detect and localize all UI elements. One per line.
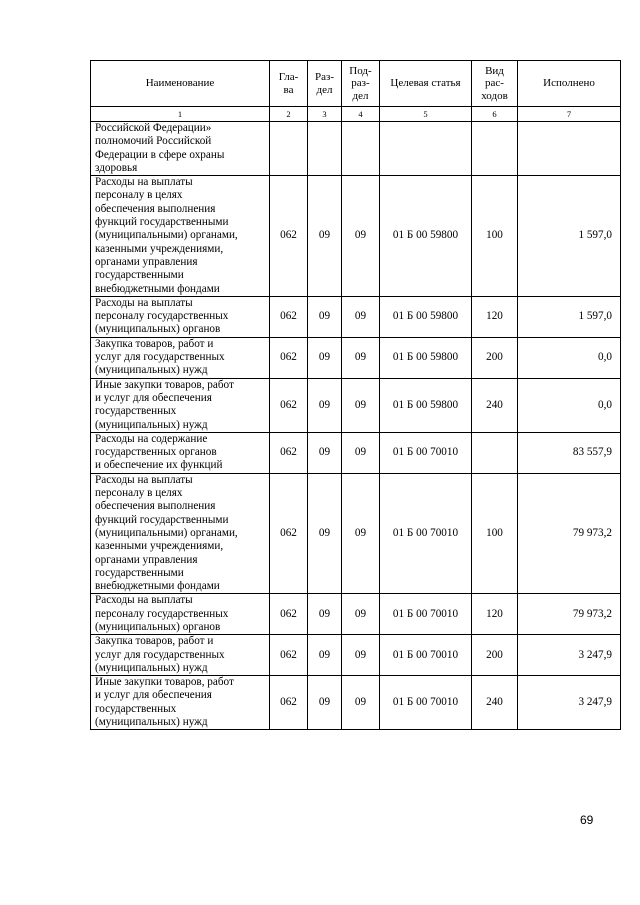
table-row: [91, 176, 621, 297]
row-subsection: 09: [342, 337, 380, 378]
row-chapter: 062: [270, 635, 308, 676]
row-type: 120: [472, 594, 518, 635]
table-row: [91, 378, 621, 432]
row-section: 09: [308, 296, 342, 337]
row-executed: 83 557,9: [518, 432, 621, 473]
row-section: 09: [308, 432, 342, 473]
header-name: Наименование: [91, 61, 270, 107]
row-name: Расходы на выплаты персоналу в целях обеспечения выполнения функций государственными (муниципальными) органами, казенными учреждениями, органами управления государственными внебюджетными фондами: [91, 473, 270, 594]
column-number: 7: [518, 107, 621, 122]
header-executed: Исполнено: [518, 61, 621, 107]
row-target: [380, 122, 472, 176]
row-subsection: [342, 122, 380, 176]
row-type: [472, 432, 518, 473]
row-type: [472, 122, 518, 176]
row-type: 240: [472, 676, 518, 730]
column-number: 4: [342, 107, 380, 122]
row-chapter: [270, 122, 308, 176]
row-chapter: 062: [270, 176, 308, 297]
column-number-row: [91, 107, 621, 122]
row-section: 09: [308, 337, 342, 378]
row-chapter: 062: [270, 676, 308, 730]
row-subsection: 09: [342, 432, 380, 473]
row-name: Расходы на выплаты персоналу в целях обеспечения выполнения функций государственными (муниципальными) органами, казенными учреждениями, органами управления государственными внебюджетными фондами: [91, 176, 270, 297]
row-type: 240: [472, 378, 518, 432]
row-section: 09: [308, 378, 342, 432]
row-section: 09: [308, 473, 342, 594]
row-subsection: 09: [342, 296, 380, 337]
row-type: 200: [472, 337, 518, 378]
row-type: 200: [472, 635, 518, 676]
row-section: 09: [308, 635, 342, 676]
page-number: 69: [580, 813, 594, 827]
row-name: Расходы на выплаты персоналу государственных (муниципальных) органов: [91, 594, 270, 635]
row-executed: 3 247,9: [518, 635, 621, 676]
row-target: 01 Б 00 59800: [380, 378, 472, 432]
row-target: 01 Б 00 70010: [380, 594, 472, 635]
row-target: 01 Б 00 70010: [380, 432, 472, 473]
table-body: [91, 122, 621, 730]
row-chapter: 062: [270, 378, 308, 432]
table-row: [91, 432, 621, 473]
row-chapter: 062: [270, 296, 308, 337]
row-target: 01 Б 00 59800: [380, 337, 472, 378]
budget-table: [90, 60, 621, 730]
header-type: Вид рас- ходов: [472, 61, 518, 107]
row-type: 120: [472, 296, 518, 337]
row-name: Закупка товаров, работ и услуг для государственных (муниципальных) нужд: [91, 635, 270, 676]
row-name: Расходы на содержание государственных органов и обеспечение их функций: [91, 432, 270, 473]
header-section: Раз- дел: [308, 61, 342, 107]
row-type: 100: [472, 176, 518, 297]
row-name: Закупка товаров, работ и услуг для государственных (муниципальных) нужд: [91, 337, 270, 378]
header-row: [91, 61, 621, 107]
table-row: [91, 473, 621, 594]
row-subsection: 09: [342, 594, 380, 635]
row-chapter: 062: [270, 473, 308, 594]
header-target: Целевая статья: [380, 61, 472, 107]
row-section: [308, 122, 342, 176]
row-subsection: 09: [342, 676, 380, 730]
row-subsection: 09: [342, 378, 380, 432]
row-target: 01 Б 00 59800: [380, 296, 472, 337]
row-name: Российской Федерации» полномочий Российской Федерации в сфере охраны здоровья: [91, 122, 270, 176]
row-subsection: 09: [342, 473, 380, 594]
row-section: 09: [308, 176, 342, 297]
table-row: [91, 122, 621, 176]
row-name: Расходы на выплаты персоналу государственных (муниципальных) органов: [91, 296, 270, 337]
row-executed: 3 247,9: [518, 676, 621, 730]
row-subsection: 09: [342, 176, 380, 297]
row-name: Иные закупки товаров, работ и услуг для обеспечения государственных (муниципальных) нужд: [91, 676, 270, 730]
column-number: 5: [380, 107, 472, 122]
table-row: [91, 296, 621, 337]
row-section: 09: [308, 676, 342, 730]
table-row: [91, 676, 621, 730]
row-section: 09: [308, 594, 342, 635]
row-target: 01 Б 00 59800: [380, 176, 472, 297]
column-number: 3: [308, 107, 342, 122]
row-executed: [518, 122, 621, 176]
row-executed: 1 597,0: [518, 176, 621, 297]
row-executed: 0,0: [518, 337, 621, 378]
row-chapter: 062: [270, 594, 308, 635]
table-row: [91, 635, 621, 676]
row-name: Иные закупки товаров, работ и услуг для обеспечения государственных (муниципальных) нужд: [91, 378, 270, 432]
row-type: 100: [472, 473, 518, 594]
row-chapter: 062: [270, 337, 308, 378]
row-subsection: 09: [342, 635, 380, 676]
row-executed: 79 973,2: [518, 594, 621, 635]
column-number: 6: [472, 107, 518, 122]
table-row: [91, 594, 621, 635]
header-subsection: Под- раз- дел: [342, 61, 380, 107]
column-number: 1: [91, 107, 270, 122]
table-row: [91, 337, 621, 378]
row-executed: 1 597,0: [518, 296, 621, 337]
row-target: 01 Б 00 70010: [380, 473, 472, 594]
row-chapter: 062: [270, 432, 308, 473]
column-number: 2: [270, 107, 308, 122]
row-target: 01 Б 00 70010: [380, 635, 472, 676]
row-executed: 79 973,2: [518, 473, 621, 594]
header-chapter: Гла- ва: [270, 61, 308, 107]
row-executed: 0,0: [518, 378, 621, 432]
row-target: 01 Б 00 70010: [380, 676, 472, 730]
